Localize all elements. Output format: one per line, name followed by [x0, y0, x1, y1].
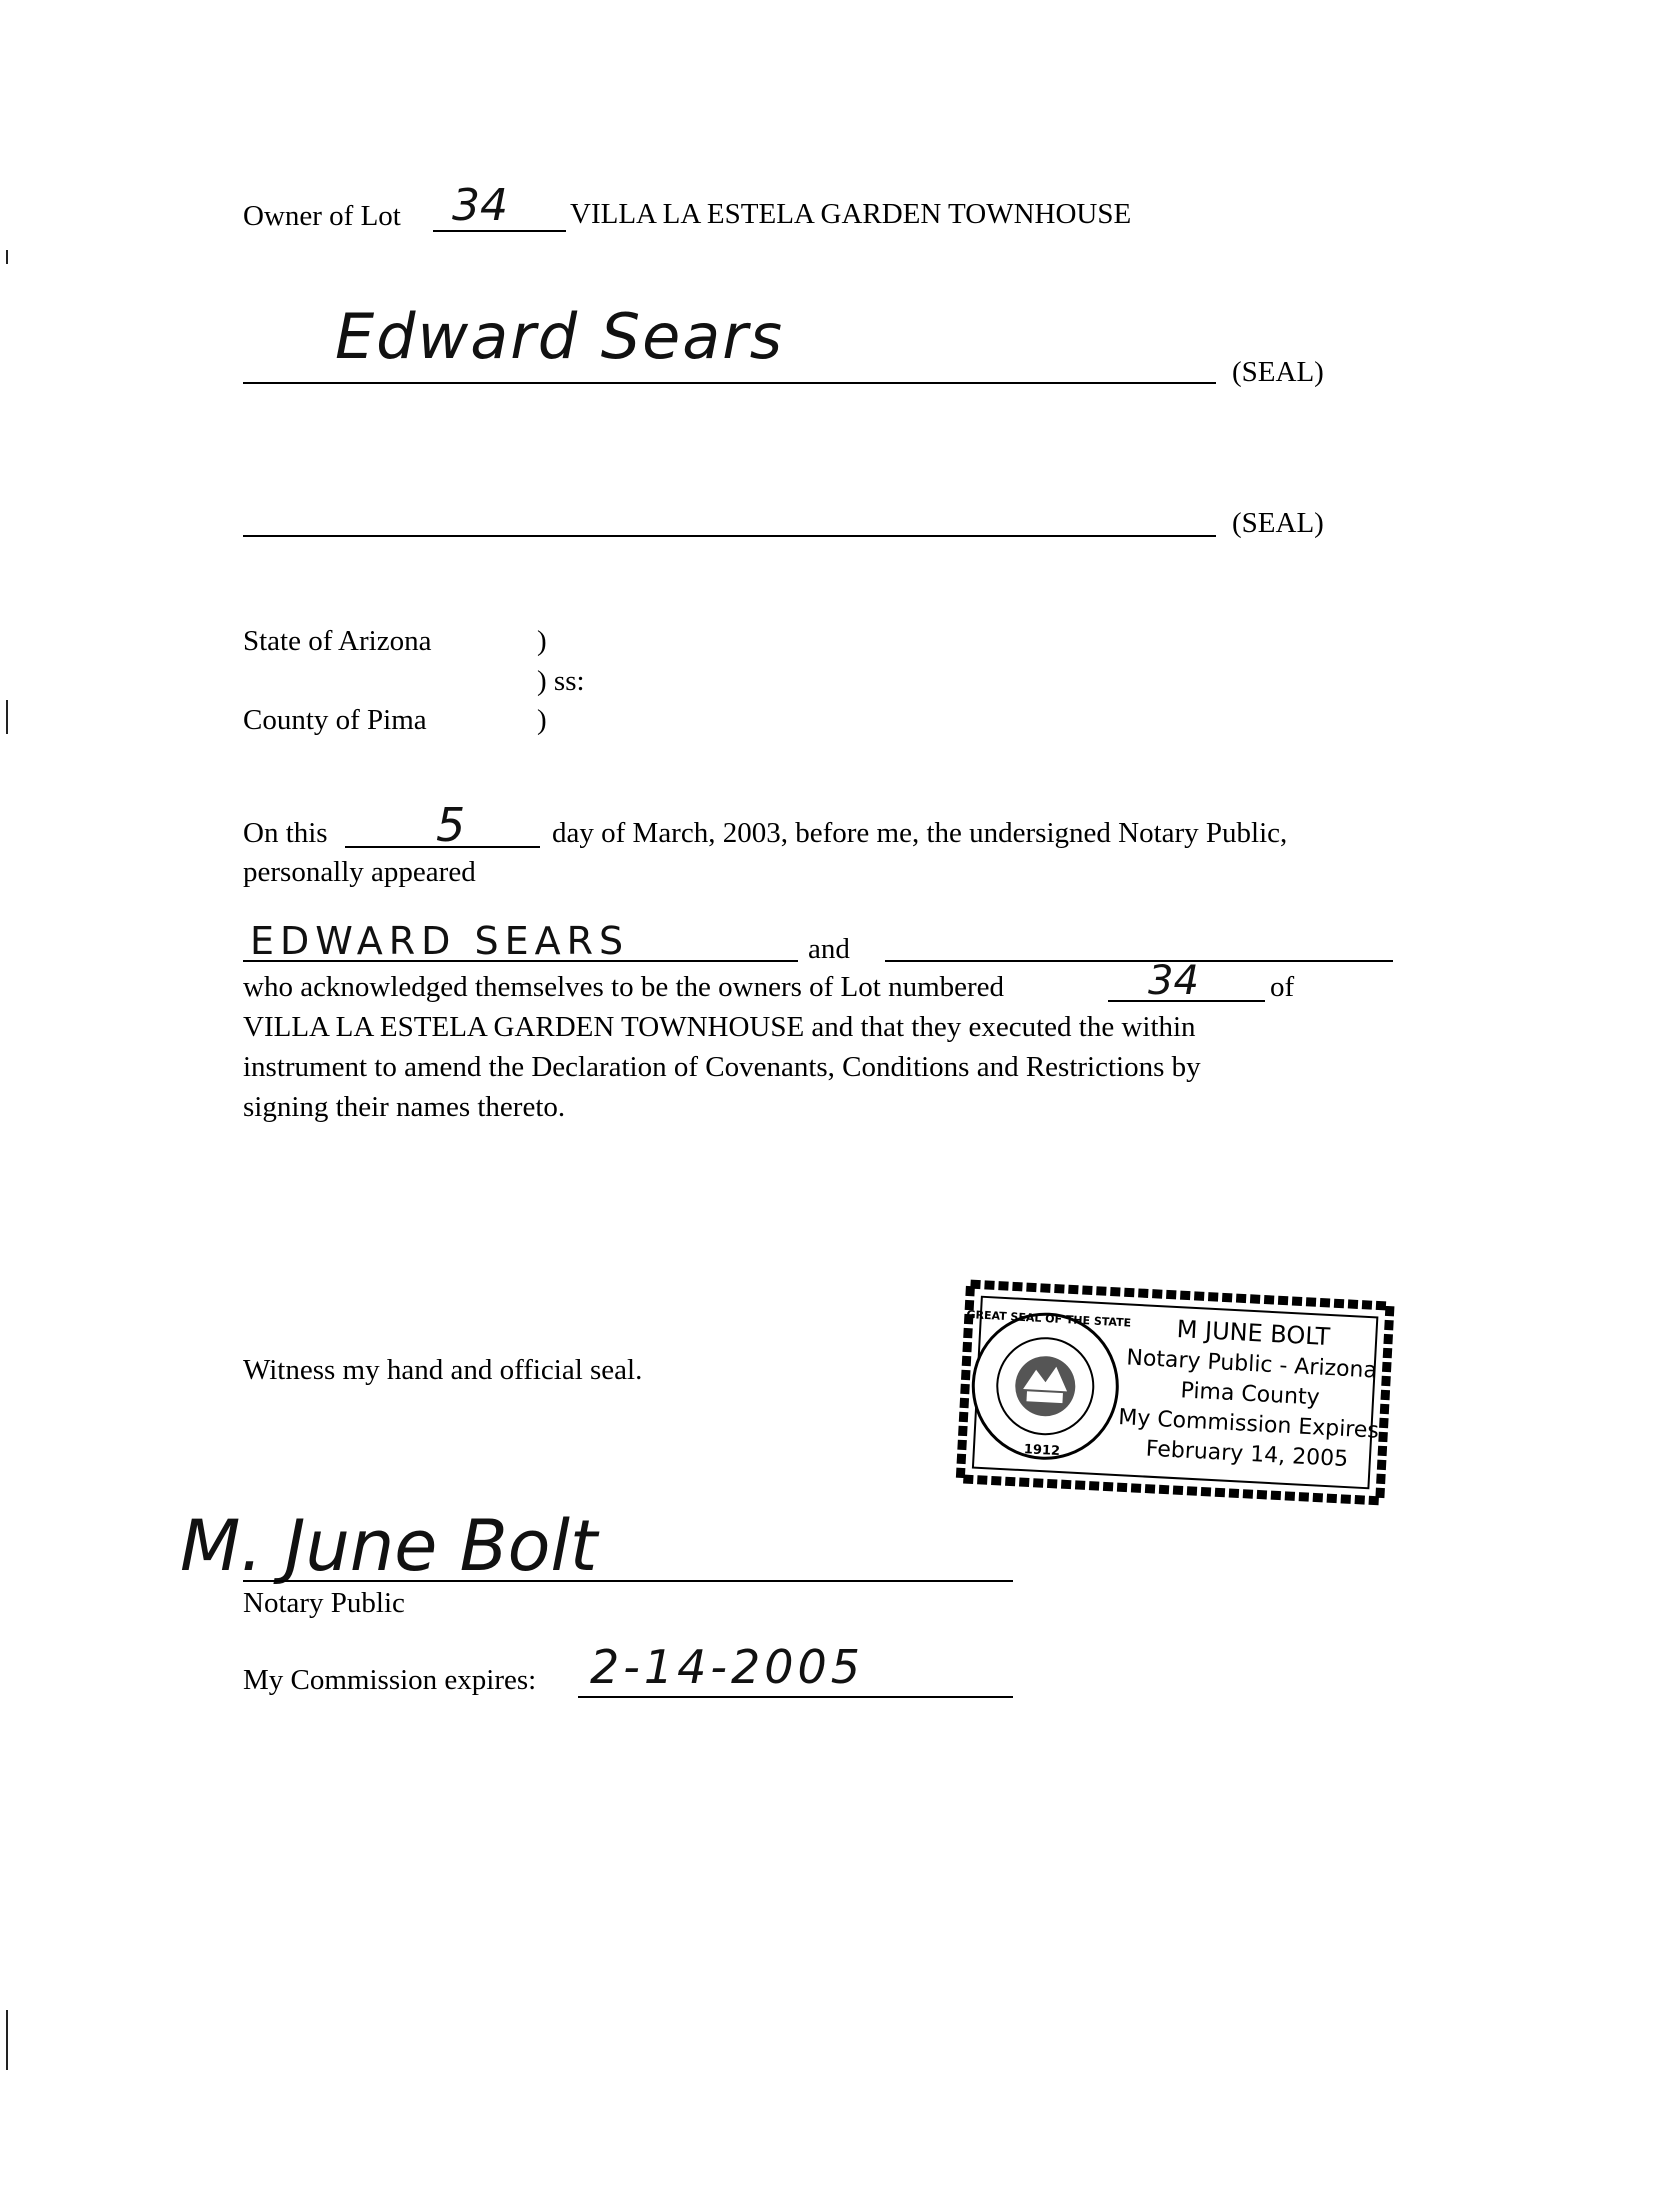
stamp-title: Notary Public - Arizona [1125, 1345, 1378, 1384]
subdivision-name: VILLA LA ESTELA GARDEN TOWNHOUSE [570, 198, 1132, 230]
commission-expires-label: My Commission expires: [243, 1664, 537, 1696]
stamp-county: Pima County [1179, 1378, 1321, 1411]
commission-date-handwritten: 2-14-2005 [590, 1640, 865, 1694]
seal-year: 1912 [1023, 1442, 1061, 1460]
personally-appeared-text: personally appeared [243, 856, 476, 888]
stamp-date: February 14, 2005 [1145, 1436, 1349, 1473]
owner-of-lot-label: Owner of Lot [243, 200, 401, 232]
scan-mark [6, 700, 8, 734]
venue-paren-bottom: ) [537, 704, 547, 736]
on-this-label: On this [243, 817, 328, 849]
printed-name-line-1 [243, 960, 798, 962]
lot-number-handwritten: 34 [452, 180, 508, 231]
scan-mark [6, 250, 8, 264]
state-label: State of Arizona [243, 625, 432, 657]
day-handwritten: 5 [436, 798, 466, 852]
notary-signature: M. June Bolt [180, 1505, 598, 1587]
seal-label-1: (SEAL) [1232, 356, 1324, 388]
acknowledged-text: who acknowledged themselves to be the owners of Lot numbered [243, 971, 1005, 1003]
stamp-name: M JUNE BOLT [1176, 1315, 1331, 1352]
printed-owner-name: EDWARD SEARS [250, 919, 630, 963]
commission-date-line [578, 1696, 1013, 1698]
ack-line-4: VILLA LA ESTELA GARDEN TOWNHOUSE and that they executed the within [243, 1011, 1196, 1043]
day-of-march-text: day of March, 2003, before me, the undersigned Notary Public, [552, 817, 1288, 849]
venue-paren-ss: ) ss: [537, 665, 585, 697]
ack-line-6: signing their names thereto. [243, 1091, 566, 1123]
notary-stamp [950, 1274, 1401, 1517]
stamp-commission: My Commission Expires [1117, 1405, 1380, 1444]
county-label: County of Pima [243, 704, 427, 736]
and-text: and [808, 933, 850, 965]
seal-label-2: (SEAL) [1232, 507, 1324, 539]
scan-mark [6, 2010, 8, 2070]
venue-paren-top: ) [537, 625, 547, 657]
printed-name-line-2 [885, 960, 1393, 962]
signature-line-2 [243, 535, 1216, 537]
notary-public-label: Notary Public [243, 1587, 405, 1619]
signature-line-1 [243, 382, 1216, 384]
of-text: of [1270, 971, 1295, 1003]
lot-numbered-handwritten: 34 [1148, 958, 1199, 1004]
notary-signature-line [243, 1580, 1013, 1582]
svg-text:GREAT SEAL OF THE STATE: GREAT SEAL OF THE STATE [966, 1307, 1132, 1330]
ack-line-5: instrument to amend the Declaration of Covenants, Conditions and Restrictions by [243, 1051, 1201, 1083]
witness-text: Witness my hand and official seal. [243, 1354, 643, 1386]
owner-signature: Edward Sears [335, 300, 785, 373]
